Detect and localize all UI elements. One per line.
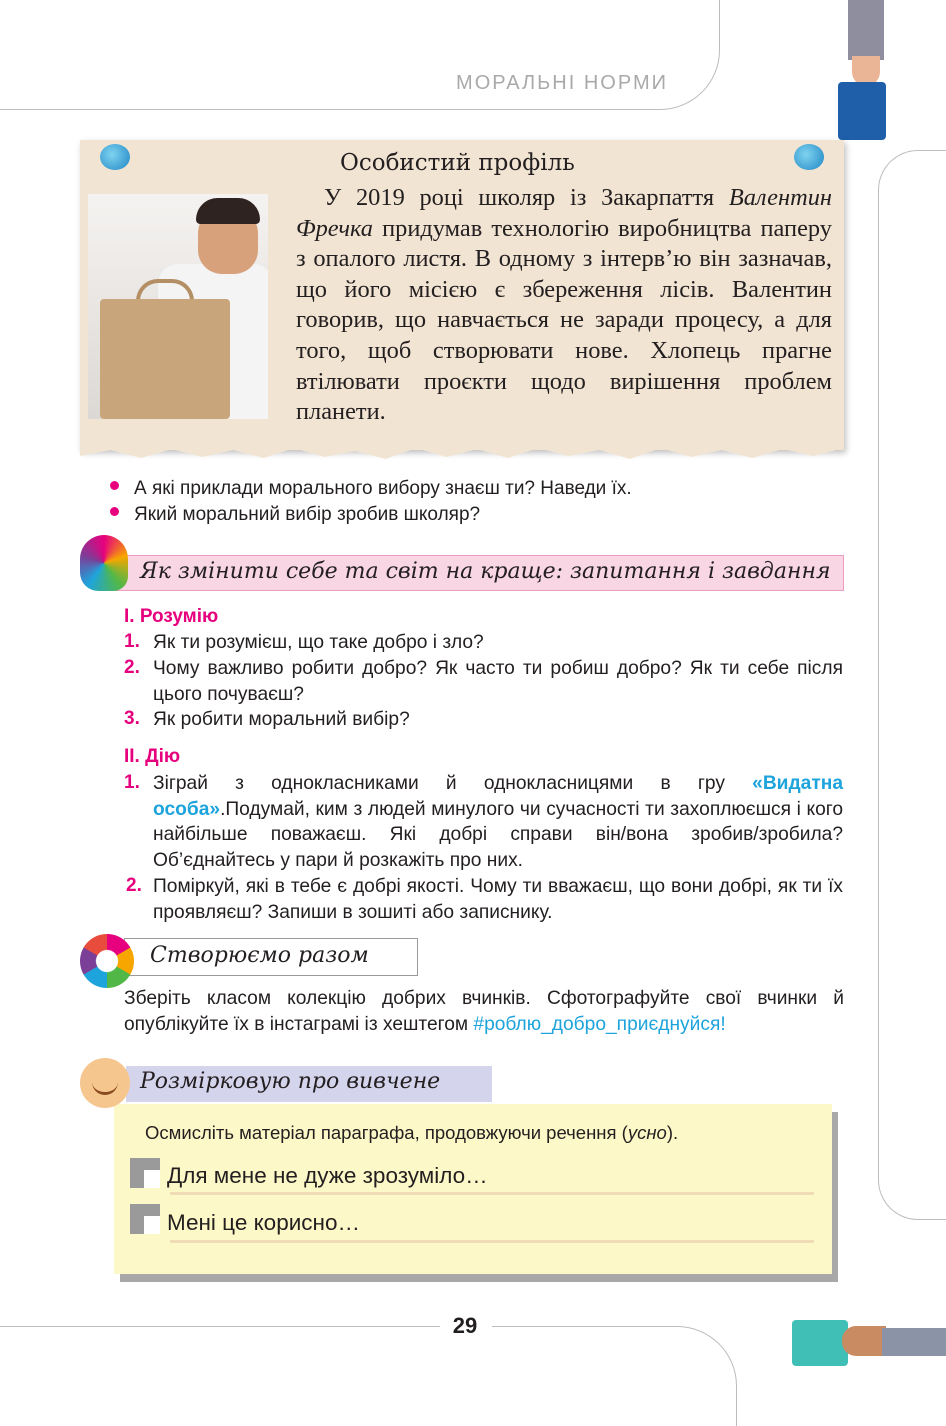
bullet-dot-icon	[110, 507, 119, 516]
footer-line	[0, 1326, 440, 1327]
side-bracket	[878, 150, 946, 1220]
task-text: Зіграй з однокласниками й однокласницями в гру «Видатна особа».Подумай, ким з людей минулого чи сучасності ти захоплюєшся і кого найбільше поважаєш. Які добрі справи він/вона зробив/зробила? Об’єднайтесь у пари й розкажіть про них.	[153, 773, 843, 871]
profile-title: Особистий профіль	[340, 150, 575, 176]
task-text: Поміркуй, які в тебе є добрі якості. Чому ти вважаєш, що вони добрі, як ти їх проявляєш? Запиши в зошиті або записнику.	[153, 876, 843, 923]
page-number: 29	[452, 1313, 478, 1338]
question-number: 2.	[124, 657, 140, 678]
hashtag: #роблю_добро_приєднуйся!	[473, 1014, 726, 1035]
pushpin-icon	[794, 144, 824, 170]
together-title: Створюємо разом	[150, 943, 369, 968]
sentence-prompt: Для мене не дуже зрозуміло…	[167, 1163, 488, 1188]
running-header: МОРАЛЬНІ НОРМИ	[456, 72, 668, 94]
question-text: Як робити моральний вибір?	[153, 709, 410, 730]
sentence-prompt: Мені це корисно…	[167, 1210, 360, 1235]
list-item: Який моральний вибір зробив школяр?	[110, 504, 480, 526]
card-torn-edge	[80, 440, 844, 460]
arm-top-decoration	[848, 0, 884, 60]
section-title: Як змінити себе та світ на краще: запитання і завдання	[140, 559, 831, 584]
pushpin-icon	[100, 144, 130, 170]
checkbox-icon	[130, 1204, 160, 1234]
task-number: 2.	[126, 875, 142, 896]
game-name: «Видатна особа»	[153, 773, 843, 820]
puzzle-piece-icon	[838, 82, 886, 140]
together-text: Зберіть класом колекцію добрих вчинків. Сфотографуйте свої вчинки й опублікуйте їх в інстаграмі із хештегом #роблю_добро_приєднуйся!	[124, 988, 844, 1035]
checkbox-icon	[130, 1158, 160, 1188]
footer-curve	[492, 1326, 737, 1426]
multicolor-head-icon	[80, 535, 128, 591]
bullet-dot-icon	[110, 481, 119, 490]
profile-text: У 2019 році школяр із Закарпаття Валентин Фречка придумав технологію виробництва паперу з опалого листя. В одному з інтерв’ю він зазначав, що його місією є збереження лісів. Валентин говорив, що навчається не заради процесу, а для того, щоб створювати нове. Хлопець прагне втілювати проєкти щодо вирішення проблем планети.	[296, 184, 832, 426]
task-number: 1.	[124, 772, 140, 793]
subsection-heading: І. Розумію	[124, 606, 219, 627]
question-number: 3.	[124, 708, 140, 729]
hand-bottom-decoration	[842, 1326, 886, 1356]
list-item: А які приклади морального вибору знаєш ти? Наведи їх.	[110, 478, 632, 500]
subsection-heading: ІІ. Дію	[124, 746, 181, 767]
puzzle-piece-icon	[792, 1320, 848, 1366]
question-number: 1.	[124, 631, 140, 652]
writing-line	[170, 1240, 814, 1243]
student-photo	[88, 194, 268, 419]
arm-bottom-decoration	[882, 1328, 946, 1356]
question-text: Чому важливо робити добро? Як часто ти робиш добро? Як ти себе після цього почуваєш?	[153, 658, 843, 705]
student-name: Валентин Фречка	[296, 184, 832, 242]
smiling-face-icon	[80, 1058, 130, 1108]
people-circle-icon	[80, 934, 134, 988]
question-text: Як ти розумієш, що таке добро і зло?	[153, 632, 484, 653]
writing-line	[170, 1192, 814, 1195]
reflection-title: Розмірковую про вивчене	[140, 1069, 441, 1094]
reflection-instruction: Осмисліть матеріал параграфа, продовжуючи речення (усно).	[145, 1122, 679, 1143]
